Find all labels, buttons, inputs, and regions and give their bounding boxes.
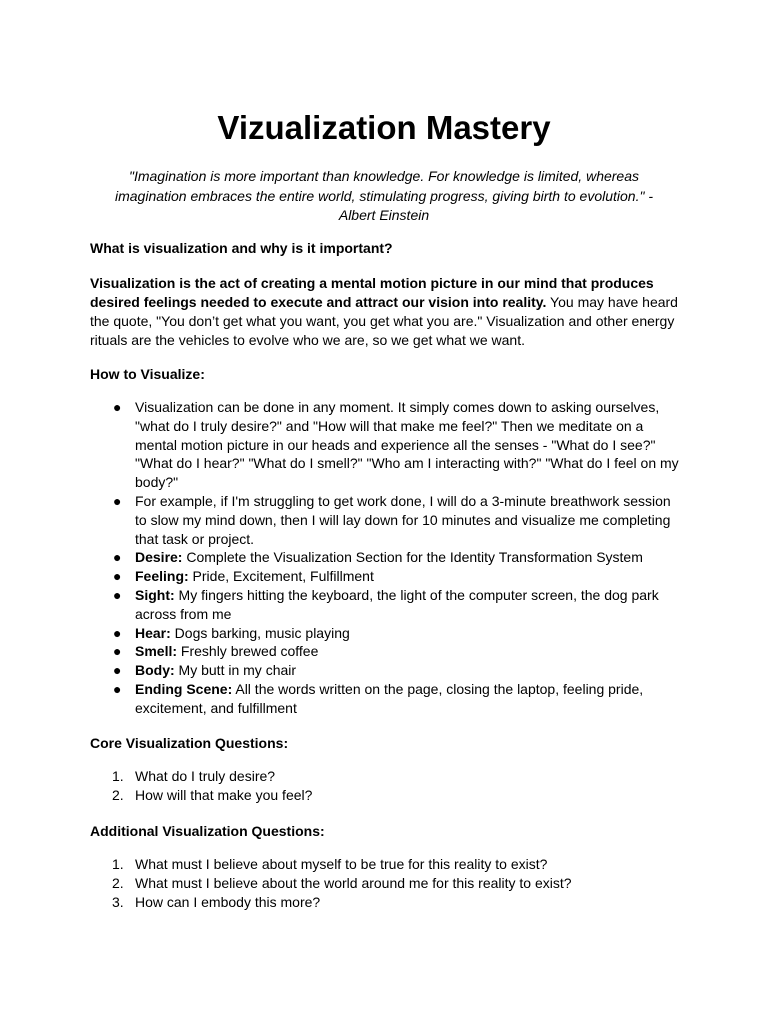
list-item	[90, 680, 680, 718]
additional-questions-list	[90, 855, 680, 912]
list-item	[90, 893, 680, 912]
bullet-icon: ●	[113, 568, 122, 585]
bullet-icon: ●	[113, 492, 122, 509]
bullet-label: Smell:	[135, 643, 178, 660]
bullet-icon: ●	[113, 662, 122, 679]
list-item	[90, 767, 680, 786]
bullet-label: Ending Scene:	[135, 680, 233, 697]
question-text: How can I embody this more?	[135, 894, 321, 910]
intro-text: You may have heard the quote, "You don’t get what you want, you get what you are." Visualization and other energy rituals are the vehicles to evolve who we are, so we get what we want.	[90, 294, 678, 348]
question-text: How will that make you feel?	[135, 787, 313, 803]
bullet-label: Body:	[135, 662, 175, 679]
list-number: 2.	[112, 875, 124, 891]
bullet-text: All the words written on the page, closing the laptop, feeling pride, excitement, and fulfillment	[135, 680, 644, 716]
bullet-text: For example, if I'm struggling to get work done, I will do a 3-minute breathwork session to slow my mind down, then I will lay down for 10 minutes and visualize me completing that task or project.	[135, 492, 671, 547]
how-to-visualize-list	[90, 398, 680, 718]
section-heading-what-is-visualization: What is visualization and why is it important?	[90, 240, 393, 256]
list-number: 2.	[112, 787, 124, 803]
bullet-text: Dogs barking, music playing	[170, 624, 350, 641]
bullet-icon: ●	[113, 624, 122, 641]
list-item	[90, 786, 680, 805]
bullet-icon: ●	[113, 643, 122, 660]
question-text: What must I believe about the world around me for this reality to exist?	[135, 875, 572, 891]
bullet-text: Pride, Excitement, Fulfillment	[188, 568, 374, 585]
list-number: 3.	[112, 894, 124, 910]
section-heading-core-questions: Core Visualization Questions:	[90, 735, 289, 751]
list-number: 1.	[112, 856, 124, 872]
bullet-text: My butt in my chair	[174, 662, 297, 679]
bullet-icon: ●	[113, 586, 122, 603]
bullet-icon: ●	[113, 549, 122, 566]
bullet-label: Desire:	[135, 549, 183, 566]
core-questions-list	[90, 767, 680, 805]
question-text: What must I believe about myself to be true for this reality to exist?	[135, 856, 548, 872]
list-item	[90, 492, 680, 548]
list-item	[90, 398, 680, 492]
list-item	[90, 548, 680, 567]
list-item	[90, 586, 680, 624]
bullet-label: Feeling:	[135, 568, 189, 585]
page-title: Vizualization Mastery	[217, 109, 551, 146]
list-item	[90, 855, 680, 874]
list-item	[90, 567, 680, 586]
bullet-label: Hear:	[135, 624, 171, 641]
list-item	[90, 661, 680, 680]
intro-paragraph	[90, 274, 680, 350]
section-heading-additional-questions: Additional Visualization Questions:	[90, 823, 325, 839]
list-item	[90, 874, 680, 893]
bullet-text: Freshly brewed coffee	[177, 643, 319, 660]
bullet-text: Visualization can be done in any moment. It simply comes down to asking ourselves, "what do I truly desire?" and "How will that make me feel?" Then we meditate on a mental motion picture in our heads and experience all the senses - "What do I see?" "What do I hear?" "What do I smell?" "Who am I interacting with?" "What do I feel on my body?"	[135, 399, 679, 491]
bullet-icon: ●	[113, 399, 122, 415]
bullet-text: My fingers hitting the keyboard, the light of the computer screen, the dog park across from me	[135, 586, 659, 622]
question-text: What do I truly desire?	[135, 768, 276, 784]
list-item	[90, 642, 680, 661]
section-heading-how-to-visualize: How to Visualize:	[90, 366, 205, 382]
list-number: 1.	[112, 768, 124, 784]
bullet-label: Sight:	[135, 586, 175, 603]
list-item	[90, 624, 680, 643]
intro-bold-text: Visualization is the act of creating a mental motion picture in our mind that produces desired feelings needed to execute and attract our vision into reality.	[90, 275, 654, 310]
bullet-text: Complete the Visualization Section for the Identity Transformation System	[182, 549, 643, 566]
bullet-icon: ●	[113, 680, 122, 697]
einstein-quote: "Imagination is more important than knowledge. For knowledge is limited, whereas imagination embraces the entire world, stimulating progress, giving birth to evolution." - Albert Einstein	[114, 168, 653, 223]
